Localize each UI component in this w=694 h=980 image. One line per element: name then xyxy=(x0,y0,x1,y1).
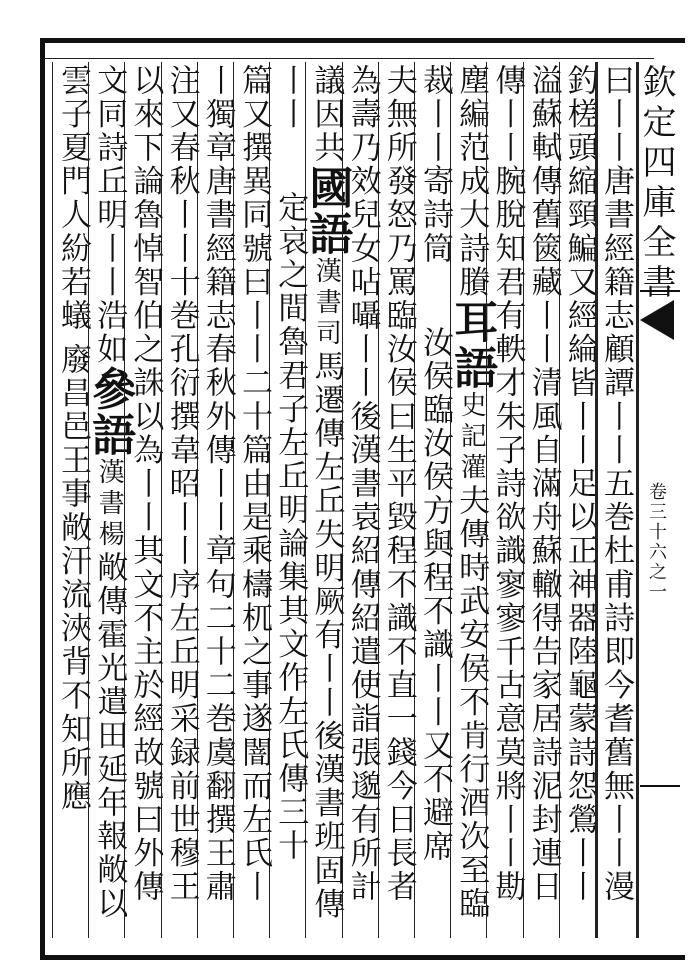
column-text: 溢蘇軾傳舊篋藏丨丨清風自滿舟蘇轍得告家居詩泥封連日 xyxy=(525,64,562,904)
text-column xyxy=(596,64,636,904)
column-text: 汝侯臨汝侯方與程不識丨丨又不避席 xyxy=(417,325,453,864)
text-column xyxy=(270,64,310,863)
section-heading: 耳語 xyxy=(446,299,498,392)
book-title-header: 欽定四庫全書 xyxy=(636,64,676,304)
volume-number: 卷三十六之一 xyxy=(646,482,667,602)
column-rule xyxy=(161,62,162,938)
column-rule xyxy=(595,62,598,938)
column-text: 裁丨丨寄詩筒 xyxy=(417,64,453,266)
column-text: 以來下論魯悼智伯之誅以為丨丨其文不主於經故號曰外傳 xyxy=(127,64,164,904)
text-column xyxy=(446,64,498,922)
column-text: 釣槎頭縮頸鯿又經綸皆丨丨足以正神器陸龜蒙詩怨鶯丨丨 xyxy=(561,64,598,904)
source-note: 漢書司 xyxy=(311,256,342,350)
column-rule xyxy=(197,62,198,938)
column-rule xyxy=(305,62,306,938)
column-text: 塵編范成大詩賸 xyxy=(453,64,490,300)
fishtail-mark xyxy=(640,300,674,340)
column-rule xyxy=(486,62,487,938)
column-rule xyxy=(559,62,560,938)
column-text: 篇又撰異同號曰丨丨二十篇由是乘檮杌之事遂闇而左氏丨 xyxy=(236,64,272,904)
fishtail-line-bottom xyxy=(640,785,680,787)
section-heading: 國語 xyxy=(301,164,353,257)
column-rule xyxy=(233,62,234,938)
margin-strip xyxy=(636,64,676,934)
column-text: 文同詩丘明丨丨浩如 xyxy=(91,64,128,367)
column-rule xyxy=(450,62,451,938)
column-text: 夫無所發怒乃罵臨汝侯曰生平毀程不識不直一錢今日長者 xyxy=(380,64,417,904)
text-column xyxy=(53,64,93,813)
column-text: 敞傳霍光遣田延年報敞以 xyxy=(91,551,128,922)
column-rule xyxy=(378,62,379,938)
text-column xyxy=(234,64,274,904)
text-column xyxy=(415,64,455,863)
margin-rule xyxy=(636,62,639,938)
column-text: 夫傳時武安侯不肯行酒次至臨 xyxy=(453,484,490,922)
text-column xyxy=(301,64,353,922)
text-column xyxy=(162,64,202,904)
source-note: 史記灌 xyxy=(456,391,487,485)
column-text: 雲子夏門人紛若蟻 xyxy=(55,64,91,333)
column-rule xyxy=(88,62,89,938)
text-column xyxy=(198,64,238,904)
column-rule xyxy=(269,62,270,938)
text-column xyxy=(84,64,136,922)
column-rule xyxy=(523,62,524,938)
section-heading: 參語 xyxy=(84,366,136,459)
column-rule xyxy=(124,62,125,938)
column-text: 馬遷傳左丘失明厥有丨丨後漢書班固傳 xyxy=(308,349,345,922)
fishtail-line-top xyxy=(640,290,680,292)
text-column xyxy=(560,64,600,904)
column-text: 丨獨章唐書經籍志春秋外傳丨丨章句二十二巻虞翻撰王肅 xyxy=(199,64,236,904)
text-column xyxy=(379,64,419,904)
text-column xyxy=(524,64,564,904)
column-text: 議因共 xyxy=(308,64,345,165)
column-rule xyxy=(414,62,415,938)
column-text: 廢昌邑王事敞汗流浹背不知所應 xyxy=(55,342,91,814)
text-column xyxy=(125,64,165,904)
column-text: 丨丨 xyxy=(272,64,309,132)
column-text: 定哀之間魯君子左丘明論集其文作左氏傳三十 xyxy=(272,191,309,864)
top-border-line xyxy=(44,58,654,59)
source-note: 漢書楊 xyxy=(94,458,125,552)
column-text: 曰丨丨唐書經籍志顧譚丨丨五巻杜甫詩即今耆舊無丨丨漫 xyxy=(598,64,634,904)
column-text: 為壽乃效兒女呫囁丨丨後漢書袁紹傳紹遣使詣張邈有所計 xyxy=(344,64,381,904)
column-text: 傳丨丨腕脫知君有軼才朱子詩欲識寥寥千古意莫將丨丨勘 xyxy=(489,64,526,904)
column-rule xyxy=(342,62,343,938)
column-rule xyxy=(52,62,53,938)
column-text: 注又春秋丨丨十巻孔衍撰韋昭丨丨序左丘明采録前世穆王 xyxy=(163,64,200,904)
text-column xyxy=(487,64,527,904)
